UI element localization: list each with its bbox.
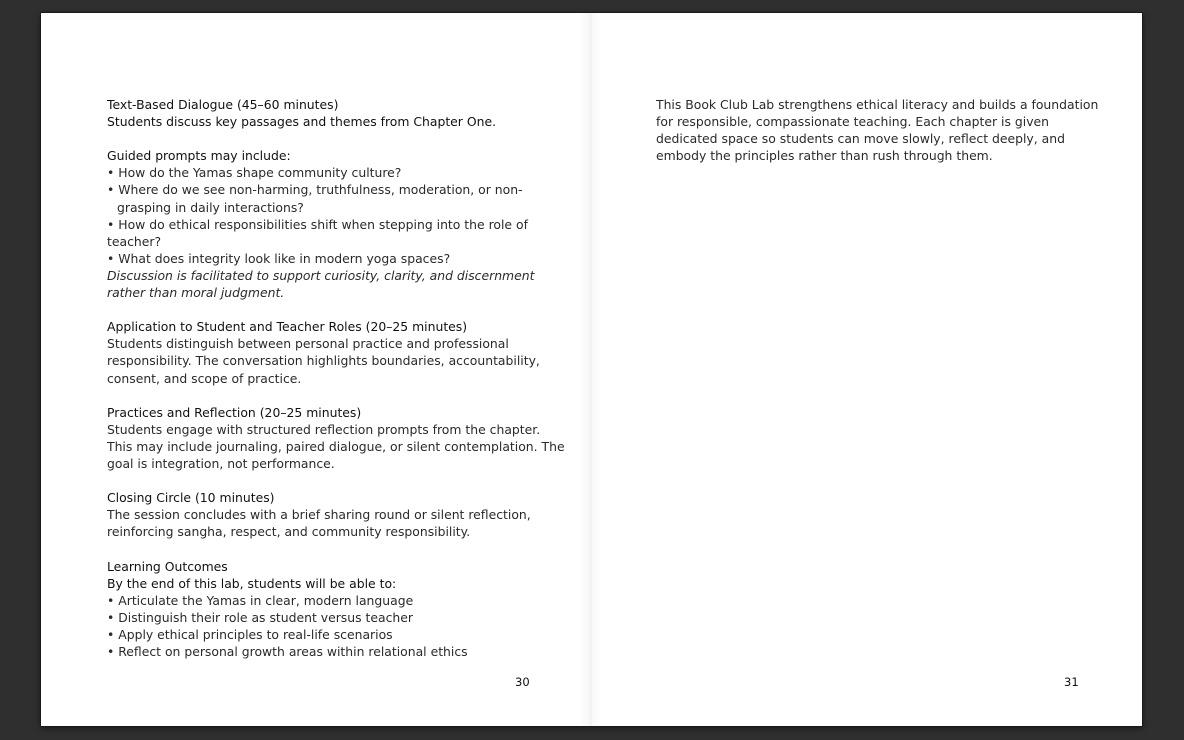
- section-heading: Closing Circle (10 minutes): [107, 490, 275, 506]
- section-heading: Practices and Reflection (20–25 minutes): [107, 404, 362, 420]
- section-heading: Application to Student and Teacher Roles (20–25 minutes): [107, 319, 468, 335]
- paragraph-line: dedicated space so students can move slowly, reflect deeply, and: [656, 131, 1065, 147]
- page-number-right: 31: [1064, 675, 1079, 689]
- section-body-line: consent, and scope of practice.: [107, 370, 302, 386]
- prompt-list-item: • Where do we see non-harming, truthfulness, moderation, or non-: [107, 182, 523, 198]
- outcome-list-item: • Reflect on personal growth areas within relational ethics: [107, 644, 468, 659]
- paragraph-line: embody the principles rather than rush through them.: [656, 148, 993, 164]
- section-text-based-dialogue: [107, 96, 543, 130]
- section-body-line: By the end of this lab, students will be able to:: [107, 575, 397, 591]
- outcome-list-item: • Apply ethical principles to real-life scenarios: [107, 626, 393, 642]
- right-page-content: [656, 96, 1099, 181]
- paragraph-line: This Book Club Lab strengthens ethical literacy and builds a foundation: [656, 97, 1099, 112]
- left-page: [41, 13, 591, 726]
- outcome-list-item: • Distinguish their role as student versus teacher: [107, 609, 413, 625]
- section-heading: Learning Outcomes: [107, 558, 228, 574]
- section-body-line: responsibility. The conversation highlights boundaries, accountability,: [107, 353, 540, 369]
- section-closing-circle: [107, 489, 543, 540]
- section-body-line: Students discuss key passages and themes from Chapter One.: [107, 114, 497, 130]
- facilitation-note: rather than moral judgment.: [107, 285, 285, 301]
- paragraph-line: for responsible, compassionate teaching. Each chapter is given: [656, 114, 1049, 130]
- page-gutter-shadow: [579, 13, 603, 726]
- section-body-line: Students distinguish between personal practice and professional: [107, 336, 509, 352]
- prompt-list-item: • How do the Yamas shape community culture?: [107, 165, 402, 181]
- book-spread: [41, 13, 1142, 726]
- section-body-line: The session concludes with a brief sharing round or silent reflection,: [107, 507, 531, 523]
- outcome-list-item: • Articulate the Yamas in clear, modern language: [107, 592, 414, 608]
- closing-paragraph: [656, 96, 1099, 164]
- right-page: [591, 13, 1142, 726]
- section-body-line: Students engage with structured reflection prompts from the chapter.: [107, 421, 541, 437]
- section-learning-outcomes: [107, 558, 543, 661]
- facilitation-note: Discussion is facilitated to support curiosity, clarity, and discernment: [107, 267, 535, 283]
- prompt-list-item-continuation: teacher?: [107, 233, 162, 249]
- section-body-line: goal is integration, not performance.: [107, 455, 335, 471]
- section-heading: Guided prompts may include:: [107, 148, 291, 164]
- prompt-list-item: • How do ethical responsibilities shift when stepping into the role of: [107, 216, 528, 232]
- section-body-line: reinforcing sangha, respect, and community responsibility.: [107, 524, 471, 540]
- section-practices-reflection: [107, 404, 565, 472]
- section-body-line: This may include journaling, paired dialogue, or silent contemplation. The: [107, 438, 565, 454]
- section-application-roles: [107, 318, 543, 386]
- section-guided-prompts: [107, 147, 543, 301]
- prompt-list-item: • What does integrity look like in modern yoga spaces?: [107, 250, 451, 266]
- section-heading: Text-Based Dialogue (45–60 minutes): [107, 97, 339, 112]
- left-page-content: [107, 96, 565, 677]
- prompt-list-item-continuation: grasping in daily interactions?: [117, 199, 304, 215]
- page-number-left: 30: [515, 675, 530, 689]
